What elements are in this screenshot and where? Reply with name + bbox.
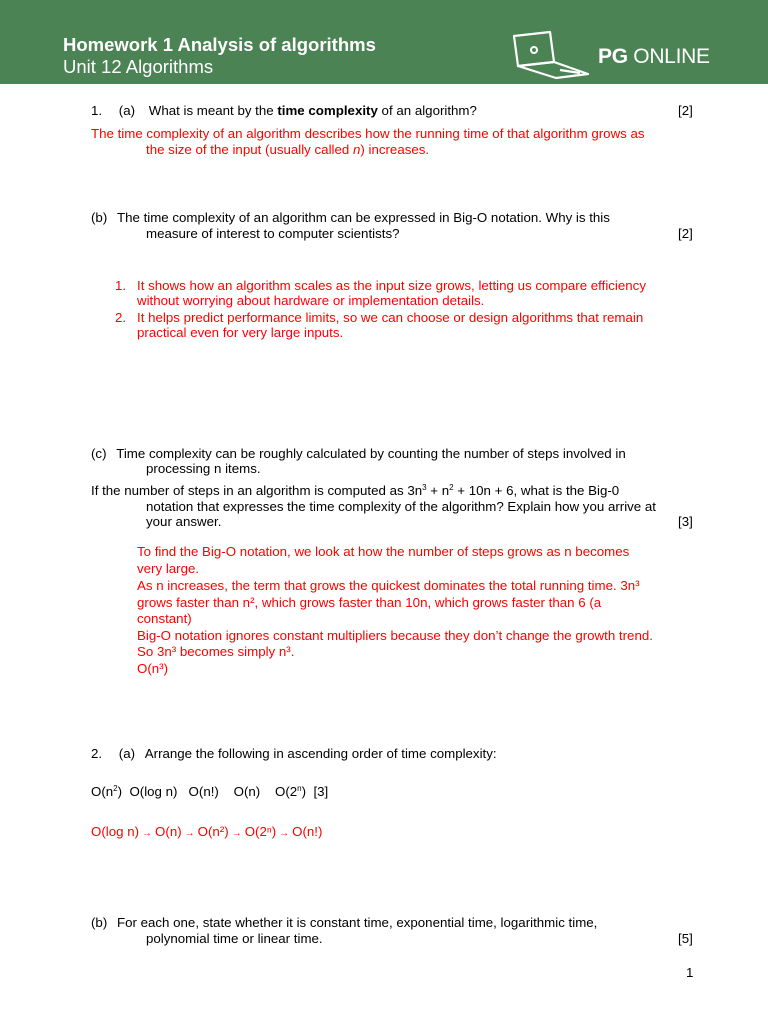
answer-1c-line: very large.	[137, 561, 200, 576]
question-number: 2.	[91, 746, 103, 761]
marks-1a: [2]	[678, 103, 693, 118]
question-1c-line1: (c) Time complexity can be roughly calculated by counting the number of steps involved in	[91, 446, 626, 461]
answer-1b-item-1-line2: without worrying about hardware or implementation details.	[137, 293, 485, 308]
question-1b-line2: measure of interest to computer scientists?	[146, 226, 400, 241]
answer-1c-line: constant)	[137, 611, 192, 626]
question-part: (b)	[91, 915, 108, 930]
marks-2b: [5]	[678, 931, 693, 946]
question-part: (a)	[118, 746, 136, 761]
header-banner	[0, 0, 768, 84]
laptop-icon	[510, 30, 592, 80]
pg-online-logo	[510, 30, 720, 80]
question-1c-q-line3: your answer.	[146, 514, 222, 529]
answer-1c-line: Big-O notation ignores constant multipliers because they don’t change the growth trend.	[137, 628, 653, 643]
answer-1b-item-2-line2: practical even for very large inputs.	[137, 325, 344, 340]
question-number: 1.	[91, 103, 103, 118]
answer-1c-line: O(n³)	[137, 661, 169, 676]
answer-1b-item-2-line1: It helps predict performance limits, so we can choose or design algorithms that remain	[137, 310, 644, 325]
question-part: (b)	[91, 210, 108, 225]
question-1b-line1: (b) The time complexity of an algorithm can be expressed in Big-O notation. Why is this	[91, 210, 610, 225]
answer-2a: O(log n) → O(n) → O(n²) → O(2ⁿ) → O(n!)	[91, 824, 323, 839]
answer-1b-num-2: 2.	[115, 310, 127, 325]
answer-1b-num-1: 1.	[115, 278, 127, 293]
answer-1c-line: As n increases, the term that grows the quickest dominates the total running time. 3n³	[137, 578, 640, 593]
document-title: Homework 1 Analysis of algorithms	[63, 34, 376, 55]
question-2b-line2: polynomial time or linear time.	[146, 931, 323, 946]
document-subtitle: Unit 12 Algorithms	[63, 56, 214, 77]
arrow-right-icon: →	[184, 828, 195, 839]
marks-1c: [3]	[678, 514, 693, 529]
answer-1c-line: To find the Big-O notation, we look at how the number of steps grows as n becomes	[137, 544, 630, 559]
question-1a: 1. (a) What is meant by the time complexity of an algorithm?	[91, 103, 477, 118]
arrow-right-icon: →	[279, 828, 290, 839]
answer-1a-line2: the size of the input (usually called n) increases.	[146, 142, 430, 157]
question-1c-q-line2: notation that expresses the time complexity of the algorithm? Explain how you arrive at	[146, 499, 656, 514]
page-number: 1	[686, 965, 694, 980]
arrow-right-icon: →	[231, 828, 242, 839]
answer-1c-line: So 3n³ becomes simply n³.	[137, 644, 295, 659]
question-2a-items: $O(n^2)$ O(log n) O(n!) O(n) O(2$^n$) [3]	[91, 784, 329, 799]
answer-1c-line: grows faster than n², which grows faster than 10n, which grows faster than 6 (a	[137, 595, 602, 610]
question-2a: 2. (a) Arrange the following in ascending order of time complexity:	[91, 746, 497, 761]
marks-1b: [2]	[678, 226, 693, 241]
answer-1b-item-1-line1: It shows how an algorithm scales as the input size grows, letting us compare efficiency	[137, 278, 646, 293]
question-2b-line1: (b) For each one, state whether it is constant time, exponential time, logarithmic time,	[91, 915, 598, 930]
question-part: (c)	[91, 446, 107, 461]
answer-1a-line1: The time complexity of an algorithm describes how the running time of that algorithm grows as	[91, 126, 645, 141]
question-1c-q-line1: If the number of steps in an algorithm is computed as $3n^3 + n^2 + 10n + 6$, what is the Big-0	[91, 483, 620, 498]
question-part: (a)	[118, 103, 136, 118]
arrow-right-icon: →	[142, 828, 153, 839]
logo-wordmark: PG ONLINE	[598, 45, 710, 68]
question-1c-line2: processing n items.	[146, 461, 261, 476]
